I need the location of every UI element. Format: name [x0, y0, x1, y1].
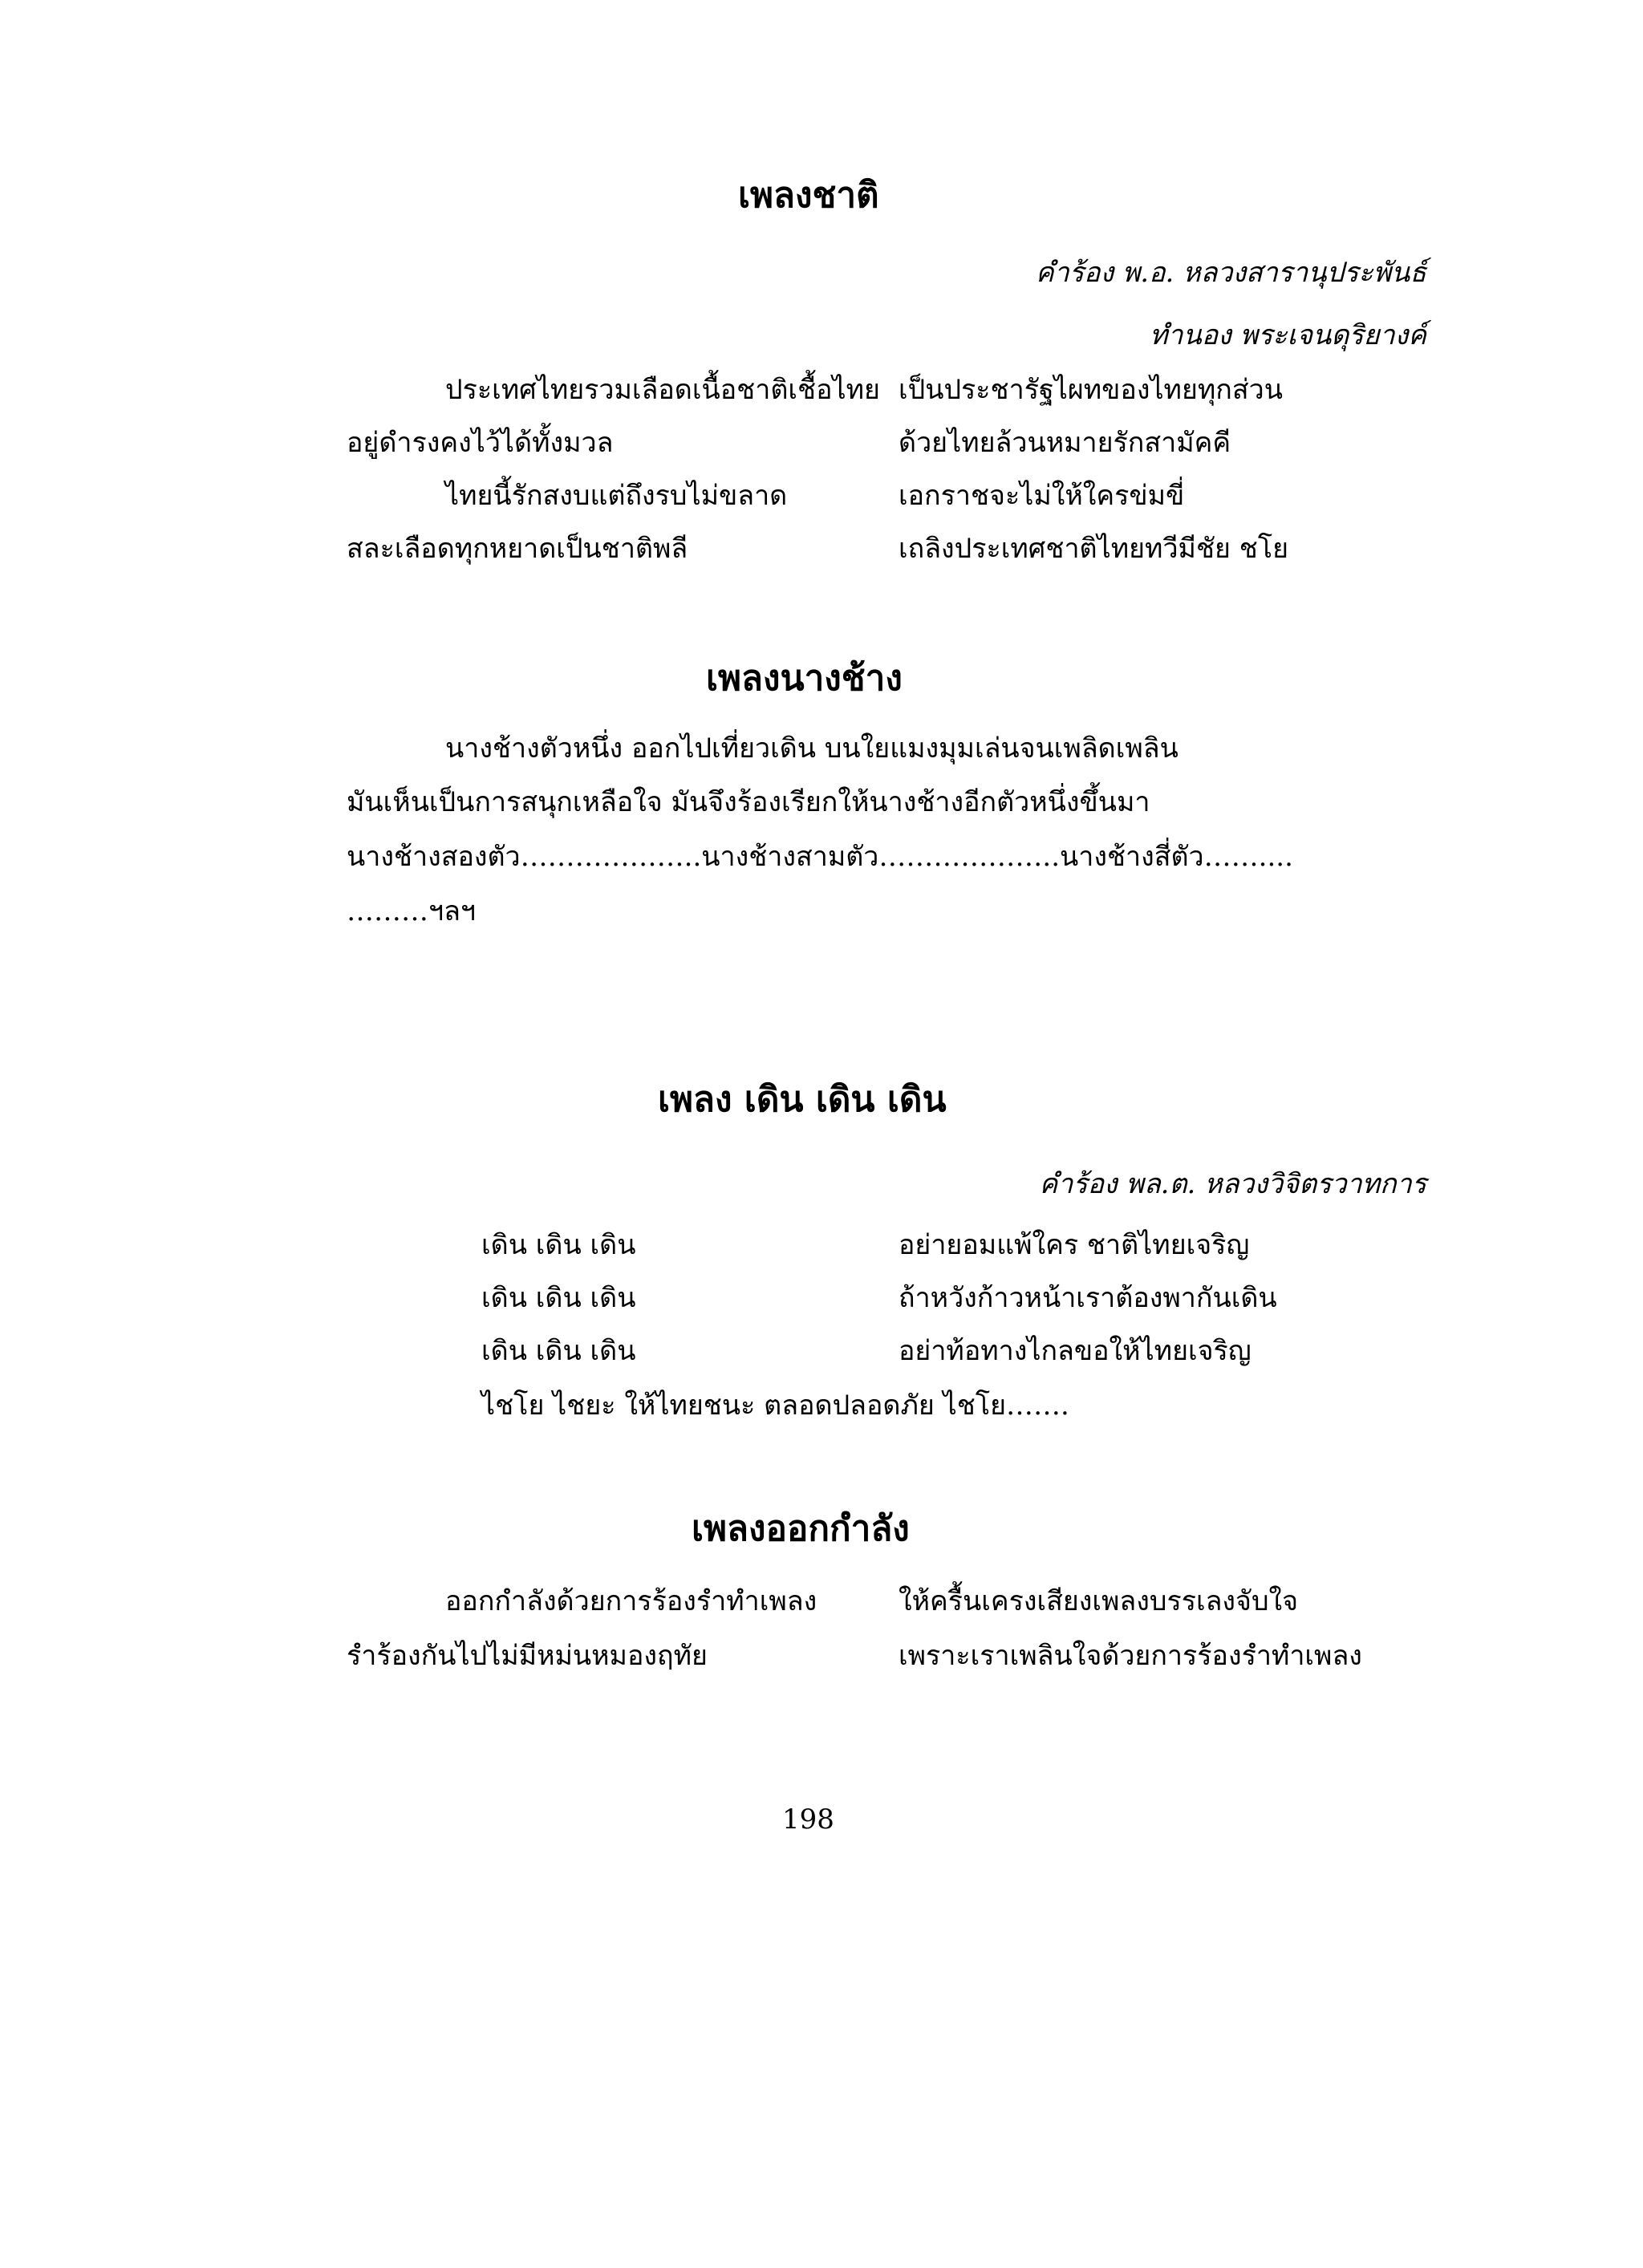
verse-line: เพราะเราเพลินใจด้วยการร้องรำทำเพลง [899, 1640, 1362, 1672]
verse-line: ด้วยไทยล้วนหมายรักสามัคคี [899, 427, 1231, 459]
verse-line: เป็นประชารัฐไผทของไทยทุกส่วน [899, 374, 1283, 406]
verse-line: อย่ายอมแพ้ใคร ชาติไทยเจริญ [899, 1229, 1250, 1261]
lyricist-credit: คำร้อง พ.อ. หลวงสารานุประพันธ์ [1035, 257, 1426, 289]
verse-line: รำร้องกันไปไม่มีหม่นหมองฤทัย [347, 1640, 708, 1672]
verse-line: อย่าท้อทางไกลขอให้ไทยเจริญ [899, 1335, 1252, 1367]
verse-line: นางช้างตัวหนึ่ง ออกไปเที่ยวเดิน บนใยแมงมุมเล่นจนเพลิดเพลิน [445, 732, 1178, 765]
song-title: เพลงชาติ [738, 175, 879, 216]
lyricist-credit: คำร้อง พล.ต. หลวงวิจิตรวาทการ [1039, 1168, 1426, 1200]
verse-line: เอกราชจะไม่ให้ใครข่มขี่ [899, 480, 1185, 512]
song-title: เพลงนางช้าง [706, 658, 903, 699]
song-title: เพลงออกกำลัง [692, 1508, 910, 1549]
composer-credit: ทำนอง พระเจนดุริยางค์ [1150, 319, 1426, 351]
verse-line: นางช้างสองตัว………………..นางช้างสามตัว………………..นางช้างสี่ตัว…….... [347, 841, 1293, 873]
verse-line: เถลิงประเทศชาติไทยทวีมีชัย ชโย [899, 533, 1289, 565]
verse-line: ให้ครื้นเครงเสียงเพลงบรรเลงจับใจ [899, 1585, 1299, 1617]
verse-line: ออกกำลังด้วยการร้องรำทำเพลง [445, 1585, 817, 1617]
verse-line: ถ้าหวังก้าวหน้าเราต้องพากันเดิน [899, 1282, 1277, 1314]
verse-line: เดิน เดิน เดิน [481, 1229, 636, 1261]
page-number: 198 [782, 1803, 834, 1836]
verse-line: ประเทศไทยรวมเลือดเนื้อชาติเชื้อไทย [445, 374, 880, 406]
verse-line: ………ฯลฯ [347, 895, 477, 927]
song-title: เพลง เดิน เดิน เดิน [658, 1079, 947, 1120]
verse-line: สละเลือดทุกหยาดเป็นชาติพลี [347, 533, 688, 565]
verse-line: เดิน เดิน เดิน [481, 1335, 636, 1367]
verse-line: อยู่ดำรงคงไว้ได้ทั้งมวล [347, 427, 614, 459]
verse-line: มันเห็นเป็นการสนุกเหลือใจ มันจึงร้องเรียกให้นางช้างอีกตัวหนึ่งขึ้นมา [347, 786, 1150, 818]
verse-line: ไทยนี้รักสงบแต่ถึงรบไม่ขลาด [445, 480, 788, 512]
verse-line-closing: ไชโย ไชยะ ให้ไทยชนะ ตลอดปลอดภัย ไชโย……. [481, 1390, 1069, 1422]
verse-line: เดิน เดิน เดิน [481, 1282, 636, 1314]
